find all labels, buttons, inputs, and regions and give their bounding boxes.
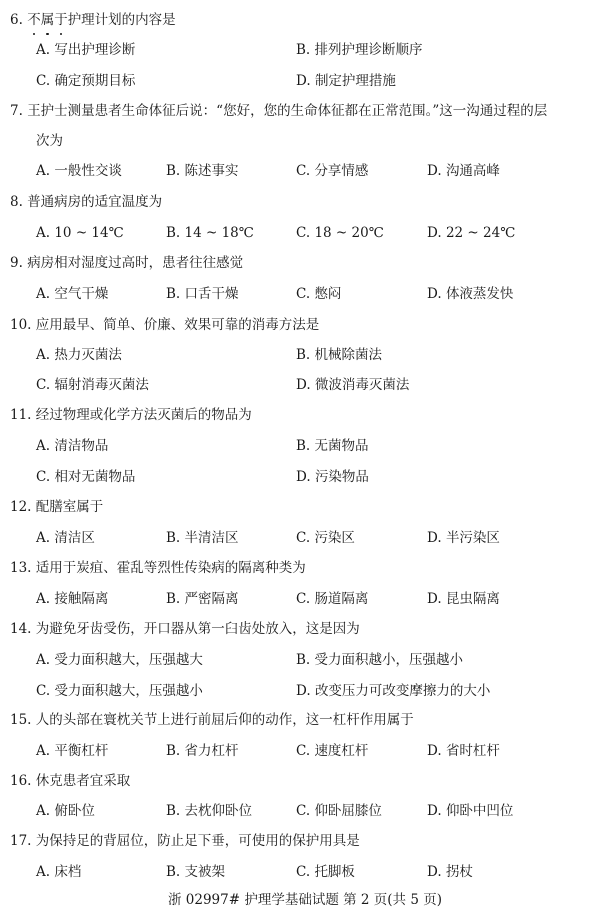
option-text: 陈述事实: [184, 163, 239, 179]
option-text: 省力杠杆: [184, 743, 239, 759]
answer-option: [296, 284, 341, 304]
answer-option: [296, 589, 368, 609]
answer-option: [36, 71, 135, 91]
answer-option: [296, 741, 368, 761]
option-text: 清洁区: [54, 530, 95, 546]
option-text: 热力灭菌法: [54, 347, 122, 363]
option-label: C.: [296, 803, 311, 819]
option-label: C.: [296, 225, 311, 241]
option-label: A.: [36, 864, 51, 880]
option-label: B.: [296, 42, 311, 58]
answer-option: [36, 161, 122, 181]
stem-text: 经过物理或化学方法灭菌后的物品为: [35, 407, 252, 423]
answer-option: [36, 862, 81, 882]
question-number: 11.: [10, 407, 32, 423]
option-label: A.: [36, 652, 51, 668]
answer-option: [296, 681, 490, 701]
answer-option: [296, 650, 463, 670]
option-text: 托脚板: [314, 864, 355, 880]
stem-text: 护理计划的内容是: [67, 12, 176, 28]
option-text: 微波消毒灭菌法: [314, 377, 410, 393]
option-text: 严密隔离: [184, 591, 239, 607]
answer-option: [36, 40, 135, 60]
option-label: A.: [36, 743, 51, 759]
answer-option: [36, 436, 108, 456]
answer-option: [296, 223, 384, 243]
option-text: 去枕仰卧位: [184, 803, 253, 819]
option-label: D.: [427, 286, 442, 302]
answer-option: [36, 741, 108, 761]
stem-text: 王护士测量患者生命体征后说：“您好，您的生命体征都在正常范围。”这一沟通过程的层: [27, 103, 548, 119]
option-text: 污染物品: [314, 469, 369, 485]
stem-text: 应用最早、简单、价廉、效果可靠的消毒方法是: [35, 317, 320, 333]
option-label: A.: [36, 347, 51, 363]
option-text: 仰卧屈膝位: [314, 803, 382, 819]
answer-option: [427, 284, 513, 304]
option-label: C.: [36, 469, 51, 485]
option-text: 污染区: [314, 530, 355, 546]
option-text: 一般性交谈: [54, 163, 122, 179]
question-number: 7.: [10, 103, 23, 119]
answer-option: [427, 528, 500, 548]
emphasized-stem-text: 不属于: [27, 12, 68, 28]
question-number: 16.: [10, 773, 32, 789]
stem-text: 适用于炭疽、霍乱等烈性传染病的隔离种类为: [35, 560, 306, 576]
answer-option: [427, 741, 500, 761]
answer-option: [427, 589, 500, 609]
option-label: A.: [36, 42, 51, 58]
question-stem: [10, 10, 176, 30]
answer-option: [296, 40, 423, 60]
question-number: 8.: [10, 194, 23, 210]
option-text: 无菌物品: [314, 438, 369, 454]
option-label: D.: [427, 591, 442, 607]
answer-option: [296, 345, 382, 365]
answer-option: [427, 161, 500, 181]
option-text: 体液蒸发快: [445, 286, 514, 302]
option-text: 空气干燥: [54, 286, 109, 302]
option-text: 速度杠杆: [314, 743, 369, 759]
option-text: 排列护理诊断顺序: [314, 42, 423, 58]
answer-option: [36, 467, 135, 487]
question-number: 10.: [10, 317, 32, 333]
stem-text: 休克患者宜采取: [35, 773, 131, 789]
option-text: 省时杠杆: [445, 743, 500, 759]
answer-option: [36, 801, 95, 821]
question-stem: [10, 497, 103, 517]
option-label: A.: [36, 225, 51, 241]
option-label: C.: [296, 163, 311, 179]
question-number: 9.: [10, 255, 23, 271]
option-label: B.: [166, 163, 181, 179]
option-text: 支被架: [184, 864, 226, 880]
option-label: A.: [36, 438, 51, 454]
option-label: D.: [427, 803, 442, 819]
answer-option: [166, 528, 239, 548]
option-text: 憋闷: [314, 286, 342, 302]
question-number: 15.: [10, 712, 32, 728]
option-label: B.: [166, 225, 181, 241]
option-label: B.: [296, 347, 311, 363]
option-text: 昆虫隔离: [445, 591, 500, 607]
answer-option: [427, 801, 513, 821]
option-label: C.: [296, 530, 311, 546]
option-text: 写出护理诊断: [54, 42, 136, 58]
answer-option: [166, 223, 254, 243]
option-label: D.: [427, 225, 442, 241]
option-text: 分享情感: [314, 163, 369, 179]
option-text: 沟通高峰: [445, 163, 500, 179]
answer-option: [427, 862, 473, 882]
option-text: 18 ~ 20℃: [314, 225, 384, 241]
option-label: C.: [36, 377, 51, 393]
option-label: C.: [36, 683, 51, 699]
option-text: 机械除菌法: [314, 347, 383, 363]
option-text: 肠道隔离: [314, 591, 369, 607]
answer-option: [36, 650, 203, 670]
answer-option: [36, 375, 149, 395]
option-text: 床档: [54, 864, 82, 880]
option-label: D.: [427, 743, 442, 759]
option-text: 平衡杠杆: [54, 743, 109, 759]
option-label: D.: [296, 73, 311, 89]
option-label: C.: [36, 73, 51, 89]
option-label: C.: [296, 743, 311, 759]
option-label: D.: [427, 530, 442, 546]
option-text: 接触隔离: [54, 591, 109, 607]
stem-text: 普通病房的适宜温度为: [27, 194, 163, 210]
option-text: 拐杖: [445, 864, 473, 880]
answer-option: [427, 223, 515, 243]
option-label: D.: [296, 683, 311, 699]
option-text: 俯卧位: [54, 803, 95, 819]
answer-option: [36, 589, 108, 609]
page-footer: 浙 02997# 护理学基础试题 第 2 页(共 5 页): [167, 892, 442, 908]
question-stem: [10, 831, 360, 851]
answer-option: [296, 375, 409, 395]
option-label: A.: [36, 286, 51, 302]
option-text: 14 ~ 18℃: [184, 225, 254, 241]
question-stem: [10, 315, 319, 335]
option-label: B.: [166, 530, 181, 546]
option-text: 半污染区: [445, 530, 500, 546]
answer-option: [36, 528, 95, 548]
answer-option: [296, 71, 396, 91]
answer-option: [36, 681, 203, 701]
option-label: B.: [166, 743, 181, 759]
option-label: D.: [427, 864, 442, 880]
option-text: 受力面积越小，压强越小: [314, 652, 464, 668]
option-text: 受力面积越大，压强越大: [54, 652, 203, 668]
answer-option: [296, 436, 369, 456]
question-number: 13.: [10, 560, 32, 576]
option-text: 改变压力可改变摩擦力的大小: [314, 683, 491, 699]
question-number: 14.: [10, 621, 32, 637]
answer-option: [36, 284, 108, 304]
answer-option: [36, 223, 124, 243]
answer-option: [296, 161, 368, 181]
question-number: 12.: [10, 499, 32, 515]
stem-text: 配膳室属于: [35, 499, 104, 515]
question-stem: [10, 710, 414, 730]
option-text: 22 ~ 24℃: [445, 225, 516, 241]
question-stem-continuation: 次为: [36, 133, 63, 149]
answer-option: [166, 741, 239, 761]
option-label: A.: [36, 530, 51, 546]
option-text: 确定预期目标: [54, 73, 136, 89]
answer-option: [296, 862, 355, 882]
option-label: B.: [296, 652, 311, 668]
option-label: A.: [36, 591, 51, 607]
question-stem: [10, 405, 252, 425]
question-stem: [10, 192, 162, 212]
stem-text: 为保持足的背屈位，防止足下垂，可使用的保护用具是: [35, 833, 360, 849]
question-stem: [10, 771, 130, 791]
stem-text: 病房相对湿度过高时，患者往往感觉: [27, 255, 244, 271]
option-label: B.: [296, 438, 311, 454]
answer-option: [166, 801, 252, 821]
question-stem: [10, 253, 243, 273]
option-text: 制定护理措施: [314, 73, 396, 89]
stem-text: 人的头部在寰枕关节上进行前屈后仰的动作，这一杠杆作用属于: [35, 712, 414, 728]
option-label: B.: [166, 591, 181, 607]
answer-option: [166, 284, 239, 304]
option-label: D.: [427, 163, 442, 179]
question-number: 6.: [10, 12, 23, 28]
option-label: C.: [296, 286, 311, 302]
option-label: B.: [166, 803, 181, 819]
option-label: C.: [296, 864, 311, 880]
answer-option: [166, 161, 239, 181]
option-label: D.: [296, 469, 311, 485]
option-label: A.: [36, 803, 51, 819]
answer-option: [166, 862, 225, 882]
option-text: 仰卧中凹位: [445, 803, 514, 819]
option-label: B.: [166, 286, 181, 302]
option-label: C.: [296, 591, 311, 607]
option-label: D.: [296, 377, 311, 393]
option-text: 10 ~ 14℃: [54, 225, 124, 241]
option-text: 半清洁区: [184, 530, 239, 546]
option-label: B.: [166, 864, 181, 880]
answer-option: [296, 528, 355, 548]
question-stem: [10, 619, 360, 639]
option-text: 相对无菌物品: [54, 469, 136, 485]
option-text: 辐射消毒灭菌法: [54, 377, 149, 393]
question-number: 17.: [10, 833, 32, 849]
answer-option: [296, 467, 369, 487]
option-label: A.: [36, 163, 51, 179]
option-text: 口舌干燥: [184, 286, 239, 302]
option-text: 清洁物品: [54, 438, 109, 454]
stem-text: 为避免牙齿受伤，开口器从第一臼齿处放入，这是因为: [35, 621, 360, 637]
answer-option: [296, 801, 382, 821]
question-stem: [10, 101, 547, 121]
answer-option: [166, 589, 239, 609]
question-stem: [10, 558, 306, 578]
answer-option: [36, 345, 122, 365]
option-text: 受力面积越大，压强越小: [54, 683, 203, 699]
